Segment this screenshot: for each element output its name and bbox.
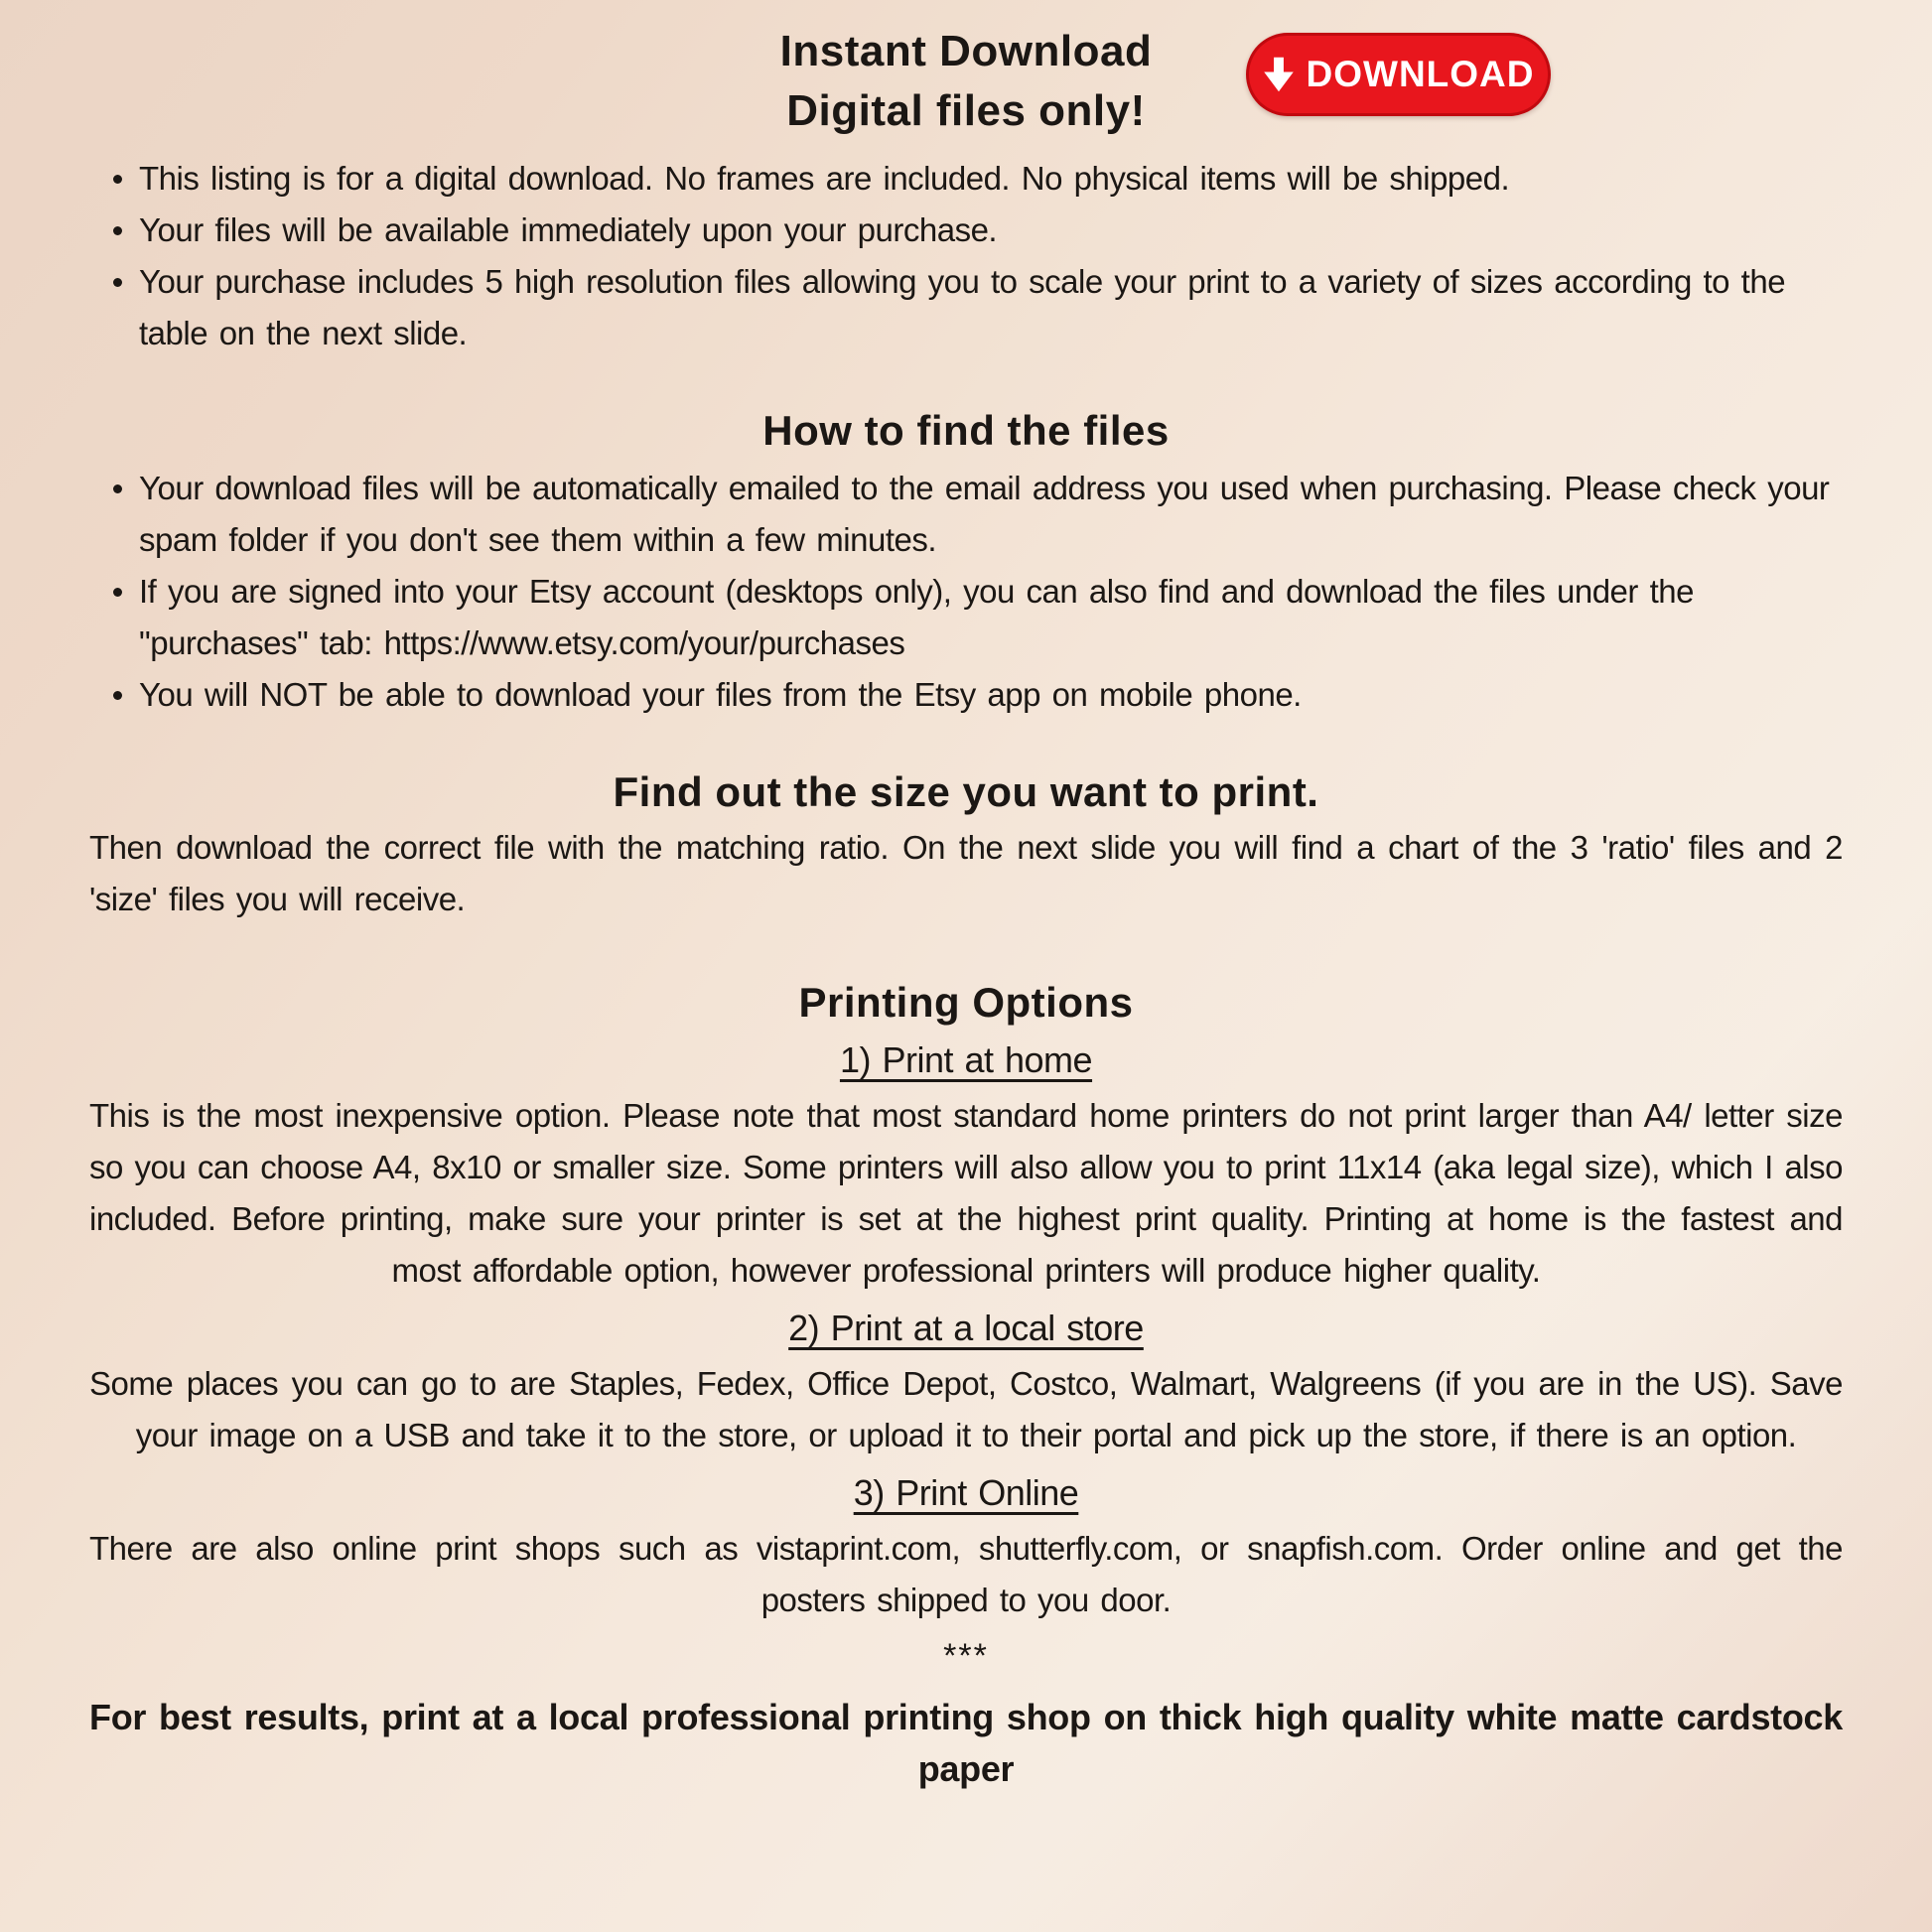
printing-option-home [89,1035,1843,1297]
page-title [89,22,1843,141]
list-item: Your purchase includes 5 high resolution files allowing you to scale your print to a variety of sizes according to the table on the next slide. [139,256,1843,359]
heading-find-size: Find out the size you want to print. [613,768,1319,815]
list-item: You will NOT be able to download your files from the Etsy app on mobile phone. [139,669,1843,721]
list-item: Your download files will be automatically emailed to the email address you used when purchasing. Please check your spam folder if you don't see them within a few minutes. [139,463,1843,566]
printing-option-online [89,1467,1843,1626]
page-title-line2: Digital files only! [786,86,1146,135]
download-button[interactable] [1246,33,1551,116]
print-local-store-paragraph: Some places you can go to are Staples, Fedex, Office Depot, Costco, Walmart, Walgreens (if you are in the US). Save your image on a USB and take it to the store, or upload it to their portal and pick up the store, if there is an option. [89,1365,1843,1453]
list-item: Your files will be available immediately upon your purchase. [139,205,1843,256]
print-online-paragraph: There are also online print shops such as vistaprint.com, shutterfly.com, or snapfish.com. Order online and get the posters shipped to you door. [89,1530,1843,1618]
footer-note: For best results, print at a local professional printing shop on thick high quality white matte cardstock paper [89,1697,1843,1789]
subheading-print-online: 3) Print Online [853,1472,1079,1513]
download-button-label: DOWNLOAD [1306,54,1535,94]
list-item: If you are signed into your Etsy account (desktops only), you can also find and download the files under the "purchases" tab: https://www.etsy.com/your/purchases [139,566,1843,669]
heading-how-to-find-files: How to find the files [762,407,1170,454]
page-title-line1: Instant Download [779,27,1153,75]
subheading-print-local-store: 2) Print at a local store [788,1308,1144,1348]
heading-printing-options: Printing Options [798,979,1134,1026]
list-item: This listing is for a digital download. No frames are included. No physical items will be shipped. [139,153,1843,205]
how-to-find-bullet-list [89,463,1843,721]
subheading-print-at-home: 1) Print at home [839,1039,1093,1080]
intro-bullet-list [89,153,1843,359]
separator-stars: *** [943,1637,989,1675]
printing-option-local-store [89,1303,1843,1461]
print-at-home-paragraph: This is the most inexpensive option. Please note that most standard home printers do not print larger than A4/ letter size so you can choose A4, 8x10 or smaller size. Some printers will also allow you to print 11x14 (aka legal size), which I also included. Before printing, make sure your printer is set at the highest print quality. Printing at home is the fastest and most affordable option, however professional printers will produce higher quality. [89,1097,1843,1289]
download-arrow-icon [1263,55,1295,94]
find-size-paragraph: Then download the correct file with the matching ratio. On the next slide you will find a chart of the 3 'ratio' files and 2 'size' files you will receive. [89,829,1843,917]
